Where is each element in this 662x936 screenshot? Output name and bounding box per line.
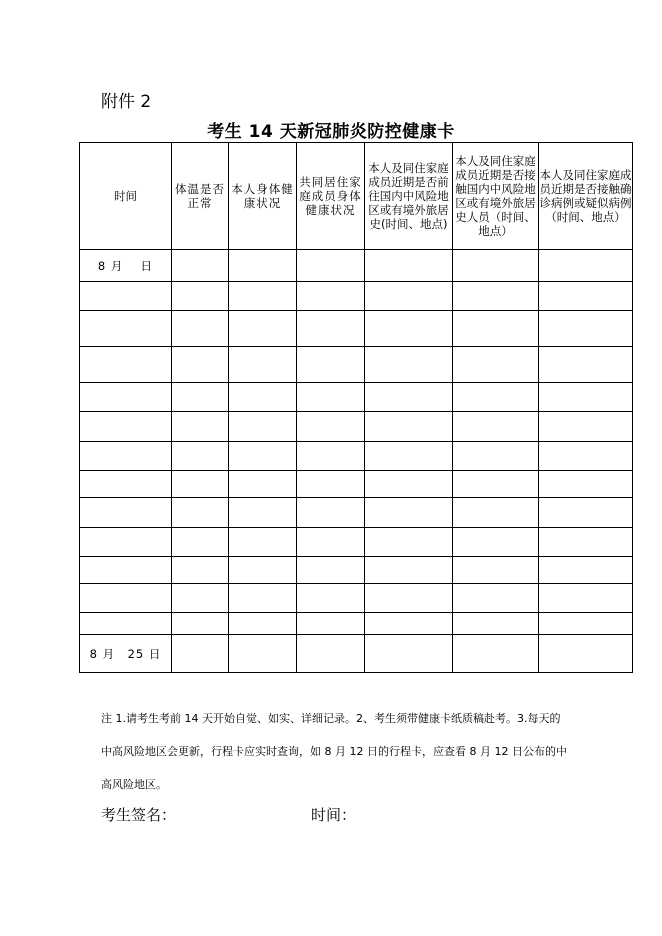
table-cell[interactable]: [297, 584, 365, 613]
header-contact-travelers: 本人及同住家庭成员近期是否接触国内中风险地区或有境外旅居史人员（时间、地点）: [453, 143, 539, 250]
table-cell[interactable]: [453, 584, 539, 613]
table-cell[interactable]: [539, 311, 633, 347]
table-cell[interactable]: [80, 471, 172, 498]
time-label: 时间：: [311, 806, 357, 824]
table-cell[interactable]: [80, 528, 172, 557]
table-cell[interactable]: [297, 442, 365, 471]
date-cell-last: 8 月 25 日: [80, 635, 172, 673]
table-row: [80, 528, 633, 557]
table-cell[interactable]: [80, 498, 172, 528]
table-row: [80, 498, 633, 528]
table-cell[interactable]: [229, 383, 297, 412]
table-cell[interactable]: [297, 528, 365, 557]
table-row: [80, 635, 633, 673]
table-cell[interactable]: [297, 498, 365, 528]
table-cell[interactable]: [297, 635, 365, 673]
table-cell[interactable]: [172, 471, 229, 498]
table-cell[interactable]: [365, 412, 453, 442]
header-family-health: 共同居住家庭成员身体健康状况: [297, 143, 365, 250]
table-cell[interactable]: [172, 442, 229, 471]
table-cell[interactable]: [229, 498, 297, 528]
table-cell[interactable]: [172, 282, 229, 311]
table-cell[interactable]: [365, 528, 453, 557]
table-cell[interactable]: [297, 613, 365, 635]
table-cell[interactable]: [539, 557, 633, 584]
table-row: [80, 442, 633, 471]
table-cell[interactable]: [453, 250, 539, 282]
table-cell[interactable]: [229, 584, 297, 613]
table-cell[interactable]: [229, 528, 297, 557]
table-cell[interactable]: [172, 250, 229, 282]
table-cell[interactable]: [297, 557, 365, 584]
header-temperature: 体温是否正常: [172, 143, 229, 250]
table-cell[interactable]: [80, 613, 172, 635]
table-cell[interactable]: [453, 635, 539, 673]
table-cell[interactable]: [297, 250, 365, 282]
table-cell[interactable]: [453, 613, 539, 635]
table-cell[interactable]: [80, 584, 172, 613]
table-cell[interactable]: [229, 282, 297, 311]
table-cell[interactable]: [365, 557, 453, 584]
table-header-row: [80, 143, 633, 250]
table-cell[interactable]: [453, 442, 539, 471]
table-cell[interactable]: [365, 442, 453, 471]
table-cell[interactable]: [453, 498, 539, 528]
table-cell[interactable]: [172, 635, 229, 673]
table-cell[interactable]: [365, 383, 453, 412]
table-cell[interactable]: [172, 311, 229, 347]
health-card-table: [79, 142, 633, 673]
table-cell[interactable]: [172, 528, 229, 557]
table-cell[interactable]: [229, 613, 297, 635]
document-title: 考生 14 天新冠肺炎防控健康卡: [207, 122, 455, 142]
table-cell[interactable]: [297, 347, 365, 383]
table-cell[interactable]: [229, 442, 297, 471]
table-cell[interactable]: [453, 528, 539, 557]
table-cell[interactable]: [365, 584, 453, 613]
table-cell[interactable]: [365, 613, 453, 635]
table-cell[interactable]: [297, 282, 365, 311]
table-cell[interactable]: [229, 311, 297, 347]
table-cell[interactable]: [365, 282, 453, 311]
table-row: [80, 584, 633, 613]
table-cell[interactable]: [297, 412, 365, 442]
table-cell[interactable]: [229, 557, 297, 584]
table-cell[interactable]: [539, 528, 633, 557]
table-cell[interactable]: [539, 498, 633, 528]
table-cell[interactable]: [539, 584, 633, 613]
table-cell[interactable]: [229, 347, 297, 383]
table-cell[interactable]: [539, 347, 633, 383]
table-cell[interactable]: [453, 311, 539, 347]
table-cell[interactable]: [453, 412, 539, 442]
table-row: [80, 347, 633, 383]
table-cell[interactable]: [539, 282, 633, 311]
table-cell[interactable]: [453, 471, 539, 498]
table-cell[interactable]: [80, 311, 172, 347]
table-cell[interactable]: [80, 557, 172, 584]
table-cell[interactable]: [453, 282, 539, 311]
table-cell[interactable]: [539, 412, 633, 442]
table-row: [80, 471, 633, 498]
table-cell[interactable]: [172, 498, 229, 528]
header-travel-history: 本人及同住家庭成员近期是否前往国内中风险地区或有境外旅居史(时间、地点): [365, 143, 453, 250]
table-cell[interactable]: [229, 412, 297, 442]
table-cell[interactable]: [172, 347, 229, 383]
table-cell[interactable]: [172, 557, 229, 584]
table-cell[interactable]: [453, 557, 539, 584]
table-cell[interactable]: [172, 412, 229, 442]
table-cell[interactable]: [80, 442, 172, 471]
table-cell[interactable]: [80, 347, 172, 383]
table-cell[interactable]: [365, 347, 453, 383]
table-cell[interactable]: [80, 282, 172, 311]
table-cell[interactable]: [172, 383, 229, 412]
table-cell[interactable]: [365, 635, 453, 673]
table-cell[interactable]: [539, 613, 633, 635]
table-row: [80, 282, 633, 311]
table-cell[interactable]: [365, 498, 453, 528]
table-cell[interactable]: [365, 471, 453, 498]
signature-label: 考生签名：: [101, 806, 177, 824]
table-cell[interactable]: [229, 635, 297, 673]
table-cell[interactable]: [172, 613, 229, 635]
table-cell[interactable]: [365, 311, 453, 347]
table-cell[interactable]: [297, 311, 365, 347]
table-cell[interactable]: [539, 471, 633, 498]
table-cell[interactable]: [229, 250, 297, 282]
table-row: [80, 412, 633, 442]
header-contact-cases: 本人及同住家庭成员近期是否接触确诊病例或疑似病例（时间、地点）: [539, 143, 633, 250]
table-cell[interactable]: [539, 383, 633, 412]
attachment-label: 附件 2: [101, 92, 152, 112]
header-own-health: 本人身体健康状况: [229, 143, 297, 250]
table-cell[interactable]: [297, 471, 365, 498]
table-row: [80, 613, 633, 635]
date-cell-first: 8 月 日: [80, 250, 172, 282]
table-row: [80, 311, 633, 347]
table-cell[interactable]: [172, 584, 229, 613]
table-cell[interactable]: [539, 635, 633, 673]
table-cell[interactable]: [453, 347, 539, 383]
table-row: [80, 250, 633, 282]
table-cell[interactable]: [80, 412, 172, 442]
table-cell[interactable]: [453, 383, 539, 412]
table-row: [80, 383, 633, 412]
instructions-note: 注 1.请考生考前 14 天开始自觉、如实、详细记录。2、考生须带健康卡纸质稿赴考。3.每天的中高风险地区会更新，行程卡应实时查询，如 8 月 12 日的行程卡，应查看 8 月 12 日公布的中高风险地区。: [101, 712, 567, 791]
header-time: 时间: [80, 143, 172, 250]
table-cell[interactable]: [297, 383, 365, 412]
table-cell[interactable]: [229, 471, 297, 498]
table-cell[interactable]: [80, 383, 172, 412]
table-cell[interactable]: [365, 250, 453, 282]
table-row: [80, 557, 633, 584]
table-cell[interactable]: [539, 442, 633, 471]
table-cell[interactable]: [539, 250, 633, 282]
